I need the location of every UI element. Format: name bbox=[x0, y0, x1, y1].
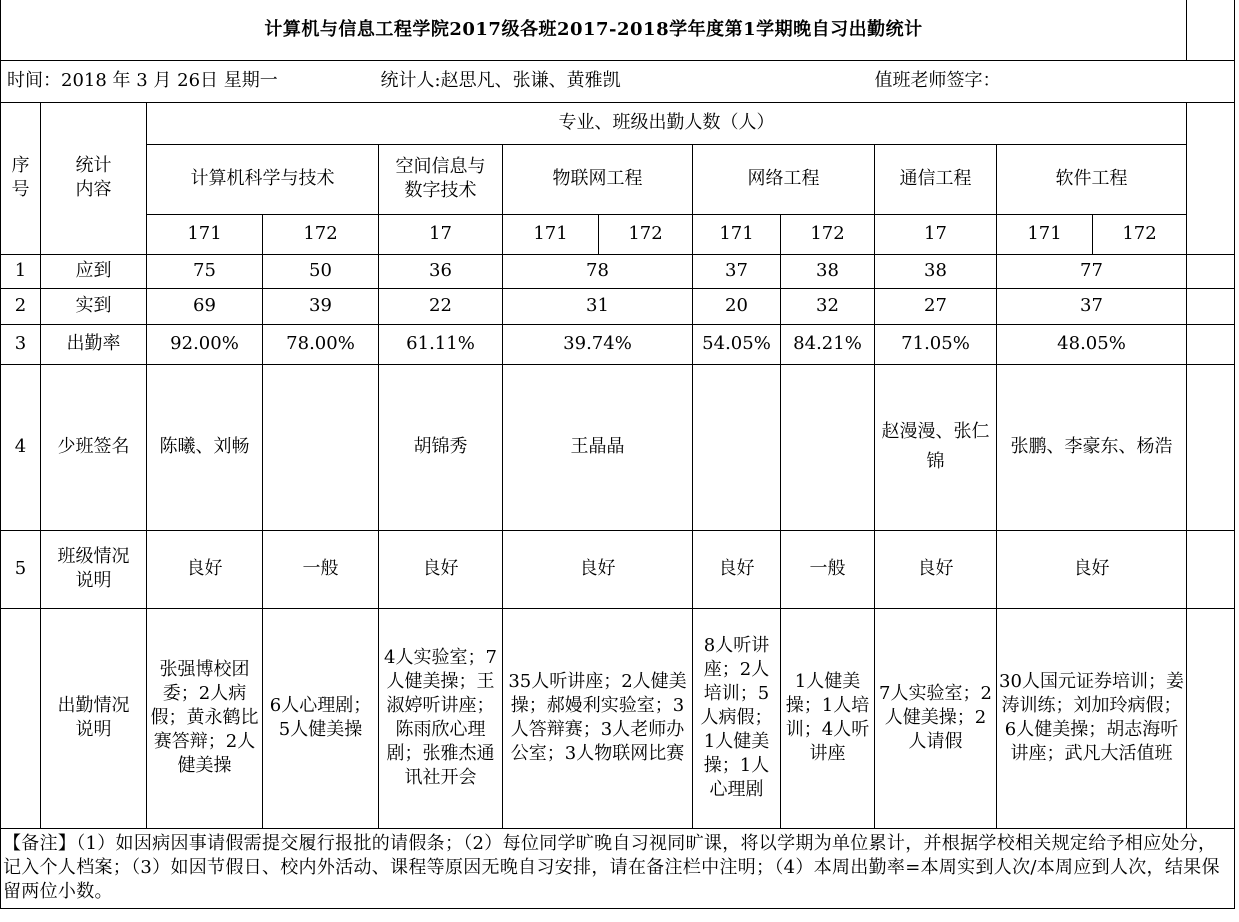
value-cell: 良好 bbox=[147, 530, 263, 608]
value-cell: 王晶晶 bbox=[503, 364, 693, 530]
value-cell: 92.00% bbox=[147, 324, 263, 364]
row-seq bbox=[1, 608, 41, 828]
value-cell: 陈曦、刘畅 bbox=[147, 364, 263, 530]
value-cell: 胡锦秀 bbox=[379, 364, 503, 530]
value-cell: 78 bbox=[503, 254, 693, 288]
value-cell: 75 bbox=[147, 254, 263, 288]
class-code: 172 bbox=[781, 214, 875, 254]
class-code: 172 bbox=[599, 214, 693, 254]
value-cell: 78.00% bbox=[263, 324, 379, 364]
time-field: 时间：2018 年 3 月 26日 星期一 bbox=[1, 60, 379, 102]
value-cell: 张鹏、李豪东、杨浩 bbox=[997, 364, 1187, 530]
value-cell: 赵漫漫、张仁锦 bbox=[875, 364, 997, 530]
major-iot: 物联网工程 bbox=[503, 144, 693, 214]
value-cell: 39 bbox=[263, 288, 379, 324]
explain-cell: 张强博校团委；2人病假；黄永鹤比赛答辩；2人健美操 bbox=[147, 608, 263, 828]
note-text: 【备注】（1）如因病因事请假需提交履行报批的请假条；（2）每位同学旷晚自习视同旷课，将以学期为单位累计，并根据学校相关规定给予相应处分，记入个人档案；（3）如因节假日、校内外活动、课程等原因无晚自习安排，请在备注栏中注明；（4）本周出勤率=本周实到人次/本周应到人次，结果保留两位小数。 bbox=[1, 828, 1235, 908]
class-code: 17 bbox=[379, 214, 503, 254]
value-cell: 22 bbox=[379, 288, 503, 324]
value-cell bbox=[263, 364, 379, 530]
group-header: 专业、班级出勤人数（人） bbox=[147, 102, 1187, 144]
value-cell: 69 bbox=[147, 288, 263, 324]
value-cell: 50 bbox=[263, 254, 379, 288]
blank-cell bbox=[1187, 608, 1235, 828]
blank-cell bbox=[1187, 364, 1235, 530]
row-seq: 4 bbox=[1, 364, 41, 530]
major-cs: 计算机科学与技术 bbox=[147, 144, 379, 214]
blank-cell bbox=[1187, 530, 1235, 608]
explain-cell: 1人健美操；1人培训；4人听讲座 bbox=[781, 608, 875, 828]
blank-cell bbox=[1187, 102, 1235, 254]
value-cell: 良好 bbox=[997, 530, 1187, 608]
major-software: 软件工程 bbox=[997, 144, 1187, 214]
value-cell: 良好 bbox=[693, 530, 781, 608]
class-code: 171 bbox=[693, 214, 781, 254]
value-cell: 32 bbox=[781, 288, 875, 324]
row-label: 应到 bbox=[41, 254, 147, 288]
value-cell: 27 bbox=[875, 288, 997, 324]
value-cell: 48.05% bbox=[997, 324, 1187, 364]
value-cell: 良好 bbox=[503, 530, 693, 608]
value-cell: 一般 bbox=[263, 530, 379, 608]
value-cell: 54.05% bbox=[693, 324, 781, 364]
row-seq: 1 bbox=[1, 254, 41, 288]
value-cell: 37 bbox=[997, 288, 1187, 324]
value-cell: 39.74% bbox=[503, 324, 693, 364]
row-label: 班级情况 说明 bbox=[41, 530, 147, 608]
major-network: 网络工程 bbox=[693, 144, 875, 214]
teacher-sign-field: 值班老师签字： bbox=[875, 60, 1235, 102]
value-cell: 37 bbox=[693, 254, 781, 288]
blank-cell bbox=[1187, 254, 1235, 288]
value-cell: 84.21% bbox=[781, 324, 875, 364]
class-code: 172 bbox=[1093, 214, 1187, 254]
value-cell bbox=[781, 364, 875, 530]
major-spatial: 空间信息与 数字技术 bbox=[379, 144, 503, 214]
value-cell: 61.11% bbox=[379, 324, 503, 364]
value-cell: 良好 bbox=[379, 530, 503, 608]
value-cell: 38 bbox=[875, 254, 997, 288]
explain-cell: 4人实验室；7人健美操；王淑婷听讲座；陈雨欣心理剧；张雅杰通讯社开会 bbox=[379, 608, 503, 828]
content-header: 统计 内容 bbox=[41, 102, 147, 254]
major-comm: 通信工程 bbox=[875, 144, 997, 214]
value-cell: 20 bbox=[693, 288, 781, 324]
value-cell: 77 bbox=[997, 254, 1187, 288]
explain-cell: 35人听讲座；2人健美操；郝嫚利实验室；3人答辩赛；3人老师办公室；3人物联网比赛 bbox=[503, 608, 693, 828]
blank-cell bbox=[1187, 0, 1235, 60]
value-cell: 36 bbox=[379, 254, 503, 288]
class-code: 17 bbox=[875, 214, 997, 254]
value-cell: 38 bbox=[781, 254, 875, 288]
page-title: 计算机与信息工程学院2017级各班2017-2018学年度第1学期晚自习出勤统计 bbox=[1, 0, 1187, 60]
row-label: 少班签名 bbox=[41, 364, 147, 530]
value-cell: 31 bbox=[503, 288, 693, 324]
class-code: 171 bbox=[503, 214, 599, 254]
explain-cell: 30人国元证券培训；姜涛训练；刘加玲病假；6人健美操；胡志海听讲座；武凡大活值班 bbox=[997, 608, 1187, 828]
blank-cell bbox=[1187, 288, 1235, 324]
row-seq: 5 bbox=[1, 530, 41, 608]
class-code: 172 bbox=[263, 214, 379, 254]
row-seq: 2 bbox=[1, 288, 41, 324]
explain-cell: 6人心理剧；5人健美操 bbox=[263, 608, 379, 828]
seq-header: 序号 bbox=[1, 102, 41, 254]
explain-cell: 8人听讲座；2人培训；5人病假；1人健美操；1人心理剧 bbox=[693, 608, 781, 828]
value-cell bbox=[693, 364, 781, 530]
value-cell: 71.05% bbox=[875, 324, 997, 364]
value-cell: 一般 bbox=[781, 530, 875, 608]
row-label: 实到 bbox=[41, 288, 147, 324]
counter-field: 统计人:赵思凡、张谦、黄雅凯 bbox=[379, 60, 875, 102]
value-cell: 良好 bbox=[875, 530, 997, 608]
explain-cell: 7人实验室；2人健美操；2人请假 bbox=[875, 608, 997, 828]
blank-cell bbox=[1187, 324, 1235, 364]
class-code: 171 bbox=[147, 214, 263, 254]
row-label: 出勤情况 说明 bbox=[41, 608, 147, 828]
row-seq: 3 bbox=[1, 324, 41, 364]
class-code: 171 bbox=[997, 214, 1093, 254]
row-label: 出勤率 bbox=[41, 324, 147, 364]
